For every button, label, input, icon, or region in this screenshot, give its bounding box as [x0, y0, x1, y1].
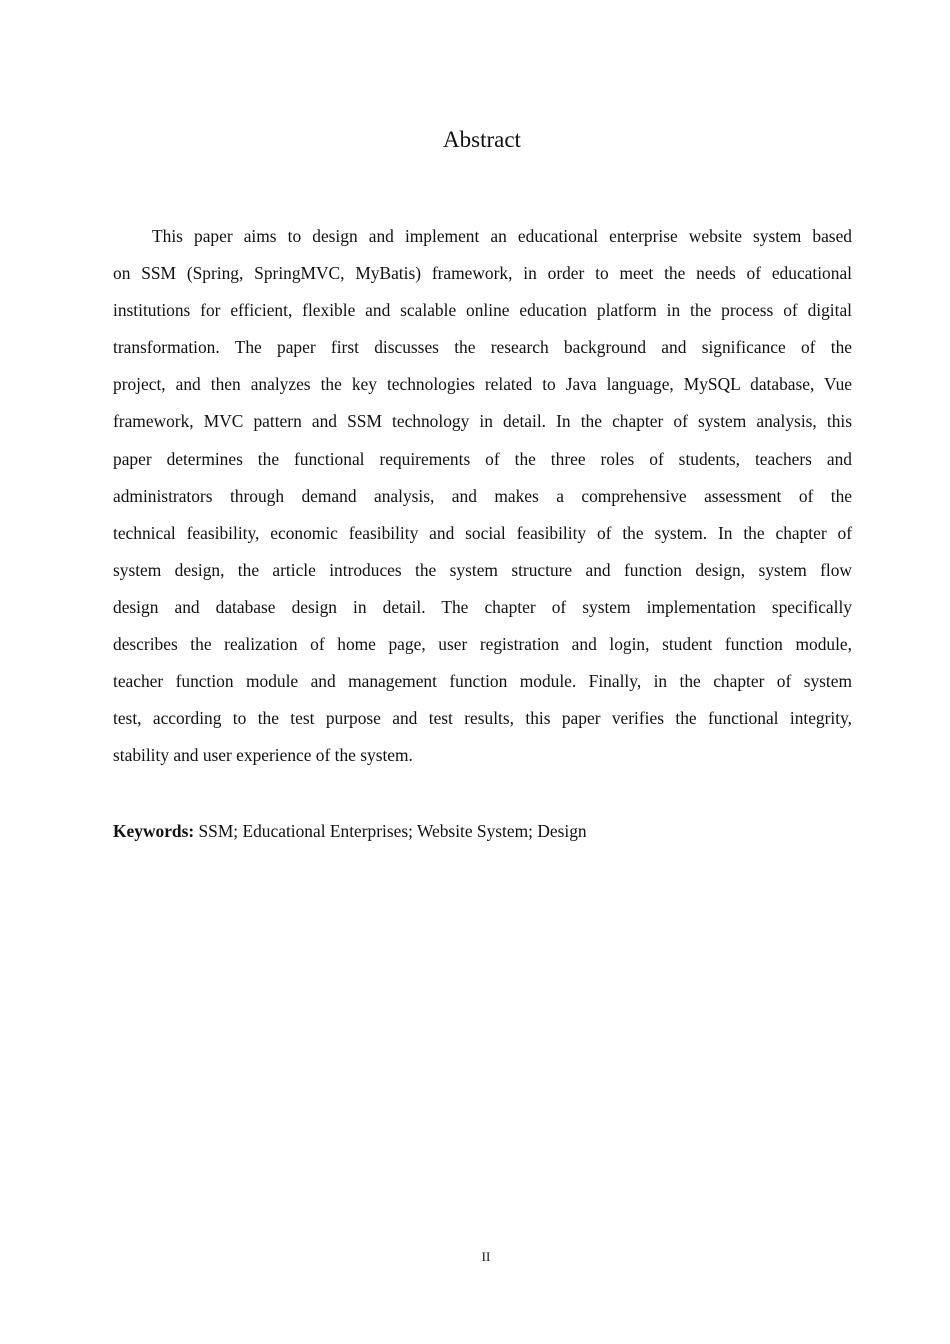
abstract-line: test, according to the test purpose and test results, this paper verifies the functional integrity,	[113, 708, 852, 729]
page-number: II	[481, 1249, 491, 1264]
abstract-line: teacher function module and management function module. Finally, in the chapter of system	[113, 671, 852, 692]
abstract-title: Abstract	[443, 127, 521, 152]
abstract-line: stability and user experience of the system.	[113, 745, 413, 766]
abstract-line: project, and then analyzes the key technologies related to Java language, MySQL database, Vue	[113, 374, 852, 395]
abstract-line: technical feasibility, economic feasibility and social feasibility of the system. In the chapter of	[113, 522, 852, 543]
keywords-line	[113, 816, 587, 846]
keywords-value: SSM; Educational Enterprises; Website System; Design	[194, 821, 587, 841]
abstract-line: paper determines the functional requirements of the three roles of students, teachers and	[113, 448, 852, 469]
abstract-line: framework, MVC pattern and SSM technology in detail. In the chapter of system analysis, this	[113, 411, 852, 432]
abstract-line: design and database design in detail. The chapter of system implementation specifically	[113, 596, 852, 617]
abstract-paragraph	[113, 218, 852, 774]
keywords-label: Keywords:	[113, 821, 195, 841]
abstract-line: on SSM (Spring, SpringMVC, MyBatis) framework, in order to meet the needs of educational	[113, 263, 852, 284]
abstract-line: system design, the article introduces the system structure and function design, system flow	[113, 559, 852, 580]
abstract-line: administrators through demand analysis, and makes a comprehensive assessment of the	[113, 485, 852, 506]
abstract-line: This paper aims to design and implement an educational enterprise website system based	[152, 226, 852, 246]
abstract-line: institutions for efficient, flexible and scalable online education platform in the process of digital	[113, 300, 852, 321]
abstract-line: transformation. The paper first discusses the research background and significance of the	[113, 337, 852, 358]
abstract-line: describes the realization of home page, user registration and login, student function module,	[113, 634, 852, 655]
